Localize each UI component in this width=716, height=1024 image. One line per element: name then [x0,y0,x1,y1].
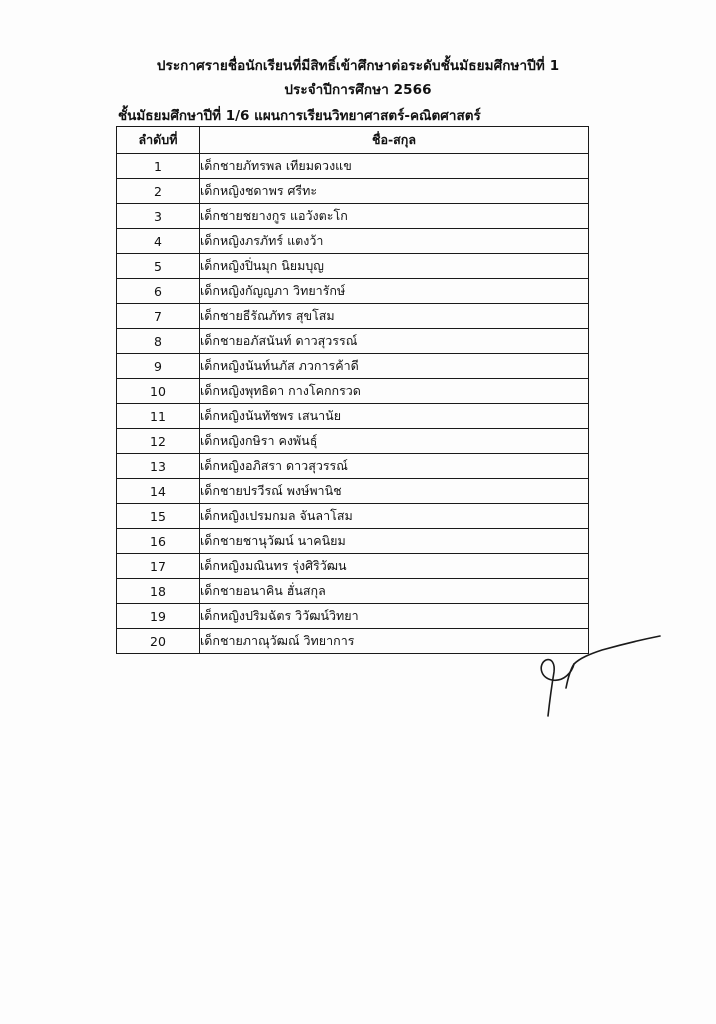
table-header-row [117,127,589,154]
student-roster-table [116,126,589,654]
student-name: เด็กหญิงปริมฉัตร วิวัฒน์วิทยา [200,604,589,629]
table-row [117,629,589,654]
row-number: 2 [117,179,200,204]
student-name: เด็กหญิงมณินทร รุ่งศิริวัฒน [200,554,589,579]
table-row [117,604,589,629]
row-number: 1 [117,154,200,179]
document-title: ประกาศรายชื่อนักเรียนที่มีสิทธิ์เข้าศึกษาต่อระดับชั้นมัธยมศึกษาปีที่ 1 [156,58,560,74]
student-name: เด็กชายภัทรพล เทียมดวงแข [200,154,589,179]
table-row [117,204,589,229]
header-no: ลำดับที่ [117,127,200,154]
row-number: 8 [117,329,200,354]
table-row [117,279,589,304]
table-row [117,329,589,354]
student-name: เด็กชายอภัสนันท์ ดาวสุวรรณ์ [200,329,589,354]
student-name: เด็กชายธีรัณภัทร สุขโสม [200,304,589,329]
student-name: เด็กหญิงอภิสรา ดาวสุวรรณ์ [200,454,589,479]
student-name: เด็กหญิงนันทัชพร เสนานัย [200,404,589,429]
handwritten-signature [530,628,670,718]
row-number: 14 [117,479,200,504]
table-row [117,379,589,404]
row-number: 11 [117,404,200,429]
row-number: 9 [117,354,200,379]
class-heading: ชั้นมัธยมศึกษาปีที่ 1/6 แผนการเรียนวิทยาศาสตร์-คณิตศาสตร์ [118,108,481,124]
row-number: 13 [117,454,200,479]
signature-stroke [541,660,574,716]
student-name: เด็กหญิงพุทธิดา กางโคกกรวด [200,379,589,404]
student-name: เด็กหญิงภรภัทร์ แตงว้า [200,229,589,254]
row-number: 7 [117,304,200,329]
student-name: เด็กหญิงกษิรา คงพันธุ์ [200,429,589,454]
student-name: เด็กชายชยางกูร แอวังตะโก [200,204,589,229]
student-name: เด็กชายอนาคิน ฮั่นสกุล [200,579,589,604]
student-name: เด็กชายภาณุวัฒณ์ วิทยาการ [200,629,589,654]
academic-year: ประจำปีการศึกษา 2566 [284,82,432,98]
student-name: เด็กหญิงปิ่นมุก นิยมบุญ [200,254,589,279]
student-name: เด็กหญิงนันท์นภัส ภวการค้าดี [200,354,589,379]
header-name: ชื่อ-สกุล [200,127,589,154]
table-row [117,454,589,479]
table-row [117,304,589,329]
table-row [117,479,589,504]
table-row [117,429,589,454]
row-number: 19 [117,604,200,629]
table-row [117,554,589,579]
row-number: 4 [117,229,200,254]
row-number: 12 [117,429,200,454]
row-number: 16 [117,529,200,554]
signature-flourish [566,636,660,688]
row-number: 17 [117,554,200,579]
student-name: เด็กหญิงชดาพร ศรีทะ [200,179,589,204]
table-row [117,254,589,279]
table-row [117,354,589,379]
row-number: 10 [117,379,200,404]
student-name: เด็กชายชานุวัฒน์ นาคนิยม [200,529,589,554]
table-row [117,404,589,429]
table-row [117,504,589,529]
student-name: เด็กชายปรวีรณ์ พงษ์พานิช [200,479,589,504]
row-number: 18 [117,579,200,604]
row-number: 6 [117,279,200,304]
student-name: เด็กหญิงเปรมกมล จันลาโสม [200,504,589,529]
student-name: เด็กหญิงกัญญภา วิทยารักษ์ [200,279,589,304]
row-number: 15 [117,504,200,529]
table-row [117,229,589,254]
row-number: 20 [117,629,200,654]
table-row [117,529,589,554]
row-number: 3 [117,204,200,229]
table-row [117,154,589,179]
table-row [117,579,589,604]
table-row [117,179,589,204]
row-number: 5 [117,254,200,279]
